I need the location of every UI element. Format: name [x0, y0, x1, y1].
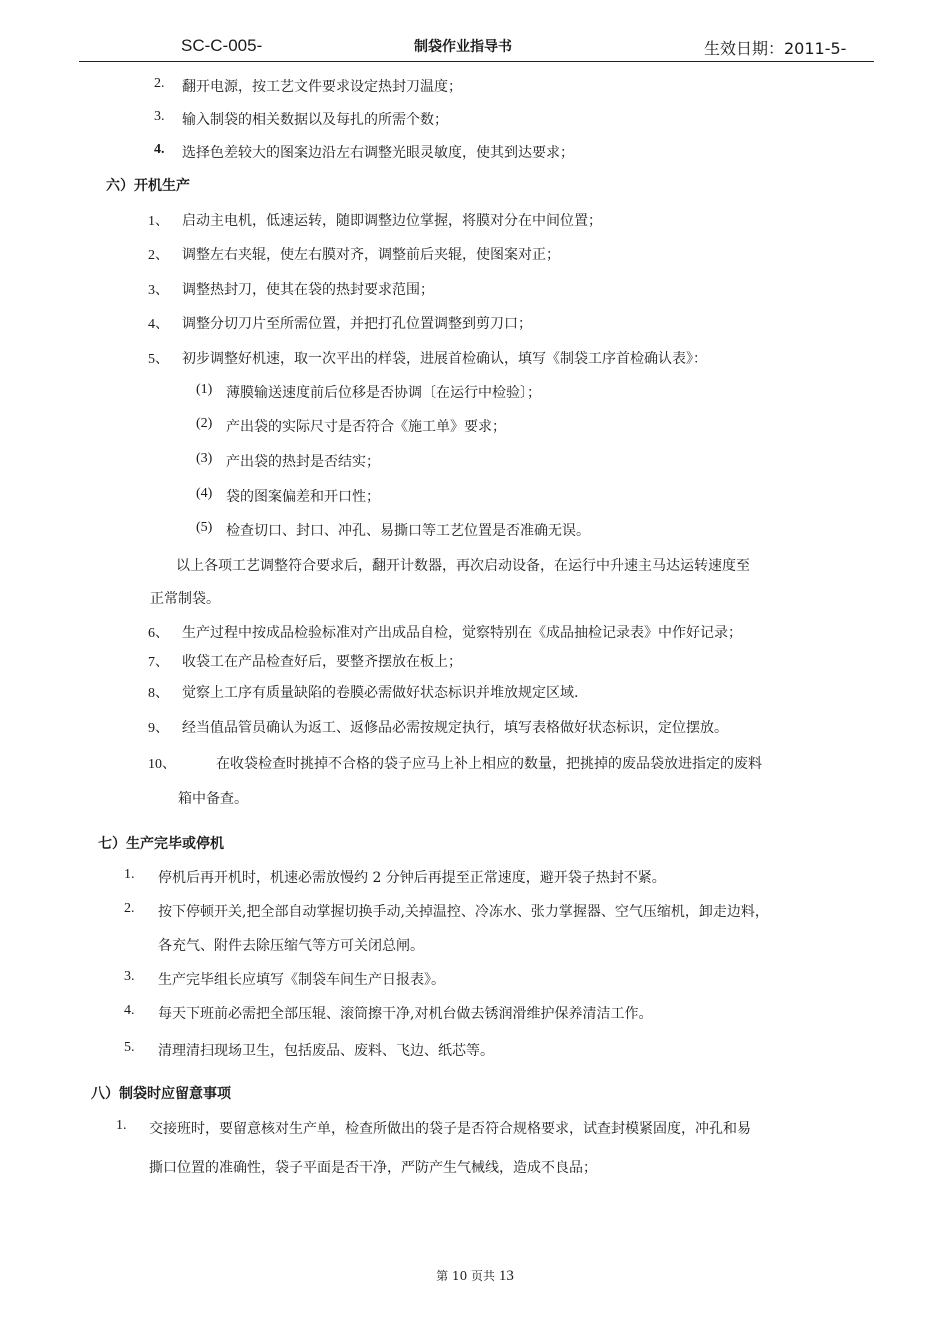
footer-middle: 页共: [471, 1269, 496, 1283]
check-number: (3): [196, 451, 213, 466]
step-number: 5、: [148, 352, 169, 367]
step-number: 2、: [148, 248, 169, 263]
paragraph-line: 正常制袋。: [150, 591, 220, 607]
prep-item-number: 2.: [154, 76, 165, 91]
step-number: 7、: [148, 655, 169, 670]
section-heading-precautions: 八）制袋时应留意事项: [91, 1086, 231, 1102]
section-heading-startup: 六）开机生产: [106, 178, 190, 194]
step-text: 在收袋检查时挑掉不合格的袋子应马上补上相应的数量，把挑掉的废品袋放进指定的废料: [216, 756, 762, 772]
prep-item-number: 3.: [154, 109, 165, 124]
step-text: 收袋工在产品检查好后，要整齐摆放在板上；: [182, 654, 462, 670]
check-text: 产出袋的热封是否结实；: [226, 454, 380, 470]
step-text: 觉察上工序有质量缺陷的卷膜必需做好状态标识并堆放规定区域.: [182, 685, 579, 701]
step-number: 4.: [124, 1003, 135, 1018]
current-page-number: 10: [451, 1269, 468, 1283]
step-number: 10、: [148, 757, 176, 772]
step-text: 初步调整好机速，取一次平出的样袋，进展首检确认，填写《制袋工序首检确认表》：: [182, 351, 707, 367]
step-text: 调整左右夹辊，使左右膜对齐，调整前后夹辊，使图案对正；: [182, 247, 560, 263]
step-number: 1.: [116, 1118, 127, 1133]
check-number: (1): [196, 382, 213, 397]
step-number: 6、: [148, 626, 169, 641]
step-text: 调整热封刀，使其在袋的热封要求范围；: [182, 282, 434, 298]
step-text: 清理清扫现场卫生，包括废品、废料、飞边、纸芯等。: [158, 1043, 494, 1059]
footer-prefix: 第: [436, 1269, 449, 1283]
step-number: 3.: [124, 969, 135, 984]
step-text: 停机后再开机时，机速必需放慢约 2 分钟后再提至正常速度，避开袋子热封不紧。: [158, 870, 666, 886]
step-number: 2.: [124, 901, 135, 916]
prep-item-text: 选择色差较大的图案边沿左右调整光眼灵敏度，使其到达要求；: [182, 145, 574, 161]
prep-item-number: 4.: [154, 142, 165, 157]
step-text: 生产过程中按成品检验标准对产出成品自检，觉察特别在《成品抽检记录表》中作好记录；: [182, 625, 742, 641]
step-text: 调整分切刀片至所需位置，并把打孔位置调整到剪刀口；: [182, 316, 532, 332]
check-text: 薄膜输送速度前后位移是否协调〔在运行中检验〕；: [226, 385, 541, 401]
step-text-continued: 撕口位置的准确性，袋子平面是否干净，严防产生气械线，造成不良品；: [149, 1160, 597, 1176]
step-number: 1、: [148, 214, 169, 229]
check-number: (2): [196, 416, 213, 431]
step-number: 4、: [148, 317, 169, 332]
step-text: 启动主电机，低速运转，随即调整边位掌握，将膜对分在中间位置；: [182, 213, 602, 229]
step-text: 按下停顿开关,把全部自动掌握切换手动,关掉温控、冷冻水、张力掌握器、空气压缩机，卸走边料，: [158, 904, 769, 920]
step-text: 交接班时，要留意核对生产单，检查所做出的袋子是否符合规格要求，试查封模紧固度，冲孔和易: [149, 1121, 751, 1137]
step-number: 3、: [148, 283, 169, 298]
prep-item-text: 输入制袋的相关数据以及每扎的所需个数；: [182, 112, 448, 128]
step-number: 8、: [148, 686, 169, 701]
check-number: (4): [196, 486, 213, 501]
effective-date: 生效日期：2011-5-: [704, 39, 847, 58]
document-title: 制袋作业指导书: [414, 39, 512, 55]
prep-item-text: 翻开电源，按工艺文件要求设定热封刀温度；: [182, 79, 462, 95]
step-text-continued: 各充气、附件去除压缩气等方可关闭总闸。: [158, 938, 424, 954]
step-text-continued: 箱中备查。: [178, 791, 248, 807]
step-text: 生产完毕组长应填写《制袋车间生产日报表》。: [158, 972, 445, 988]
step-number: 9、: [148, 721, 169, 736]
check-text: 袋的图案偏差和开口性；: [226, 489, 380, 505]
step-text: 每天下班前必需把全部压辊、滚筒擦干净,对机台做去锈润滑维护保养清洁工作。: [158, 1006, 653, 1022]
document-code: SC-C-005-: [181, 36, 263, 55]
total-pages: 13: [498, 1268, 514, 1284]
header-divider: [79, 61, 874, 62]
check-text: 检查切口、封口、冲孔、易撕口等工艺位置是否准确无误。: [226, 523, 590, 539]
page-footer: [0, 1267, 950, 1285]
check-text: 产出袋的实际尺寸是否符合《施工单》要求；: [226, 419, 506, 435]
step-number: 1.: [124, 867, 135, 882]
section-heading-shutdown: 七）生产完毕或停机: [98, 836, 224, 852]
step-text: 经当值品管员确认为返工、返修品必需按规定执行，填写表格做好状态标识，定位摆放。: [182, 720, 728, 736]
check-number: (5): [196, 520, 213, 535]
paragraph-line: 以上各项工艺调整符合要求后，翻开计数器，再次启动设备，在运行中升速主马达运转速度至: [176, 558, 750, 574]
step-number: 5.: [124, 1040, 135, 1055]
